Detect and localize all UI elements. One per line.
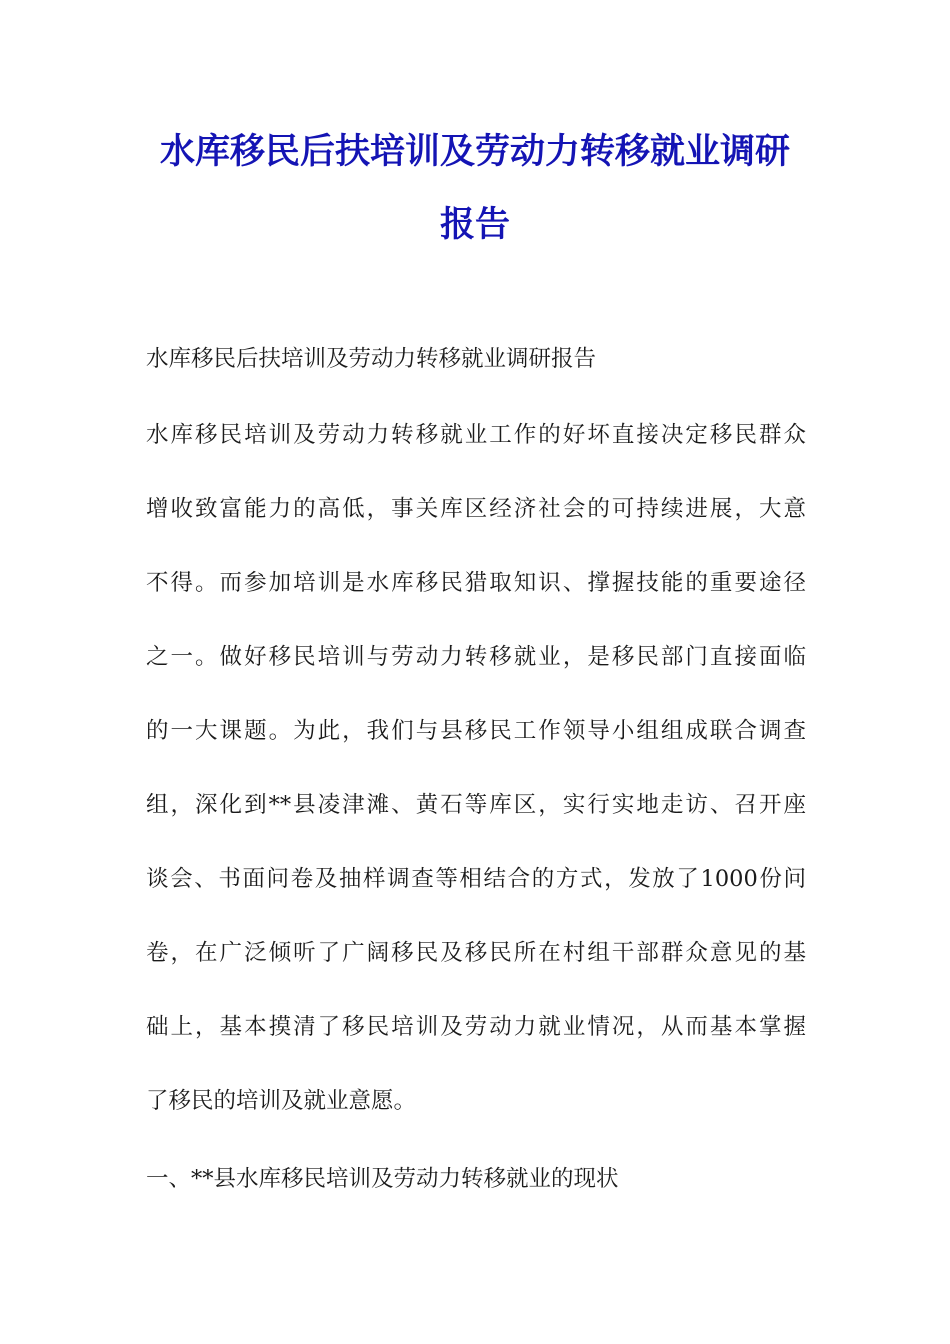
section-heading: 一、**县水库移民培训及劳动力转移就业的现状 — [146, 1166, 619, 1192]
document-title-line-2: 报告 — [439, 205, 510, 245]
paragraph-line: 不得。而参加培训是水库移民猎取知识、撑握技能的重要途径 — [146, 570, 806, 596]
paragraph-line: 水库移民培训及劳动力转移就业工作的好坏直接决定移民群众 — [146, 422, 806, 448]
paragraph-line: 础上，基本摸清了移民培训及劳动力就业情况，从而基本掌握 — [146, 1014, 806, 1040]
document-subtitle: 水库移民后扶培训及劳动力转移就业调研报告 — [146, 346, 597, 372]
paragraph-line: 之一。做好移民培训与劳动力转移就业，是移民部门直接面临 — [146, 644, 806, 670]
paragraph-line: 谈会、书面问卷及抽样调查等相结合的方式，发放了1000份问 — [146, 866, 806, 892]
paragraph-line: 的一大课题。为此，我们与县移民工作领导小组组成联合调查 — [146, 718, 806, 744]
paragraph-line: 了移民的培训及就业意愿。 — [146, 1088, 417, 1114]
paragraph-line: 增收致富能力的高低，事关库区经济社会的可持续进展，大意 — [146, 496, 806, 522]
document-title-line-1: 水库移民后扶培训及劳动力转移就业调研 — [159, 132, 790, 172]
paragraph-line: 卷，在广泛倾听了广阔移民及移民所在村组干部群众意见的基 — [146, 940, 806, 966]
paragraph-line: 组，深化到**县凌津滩、黄石等库区，实行实地走访、召开座 — [146, 792, 806, 818]
